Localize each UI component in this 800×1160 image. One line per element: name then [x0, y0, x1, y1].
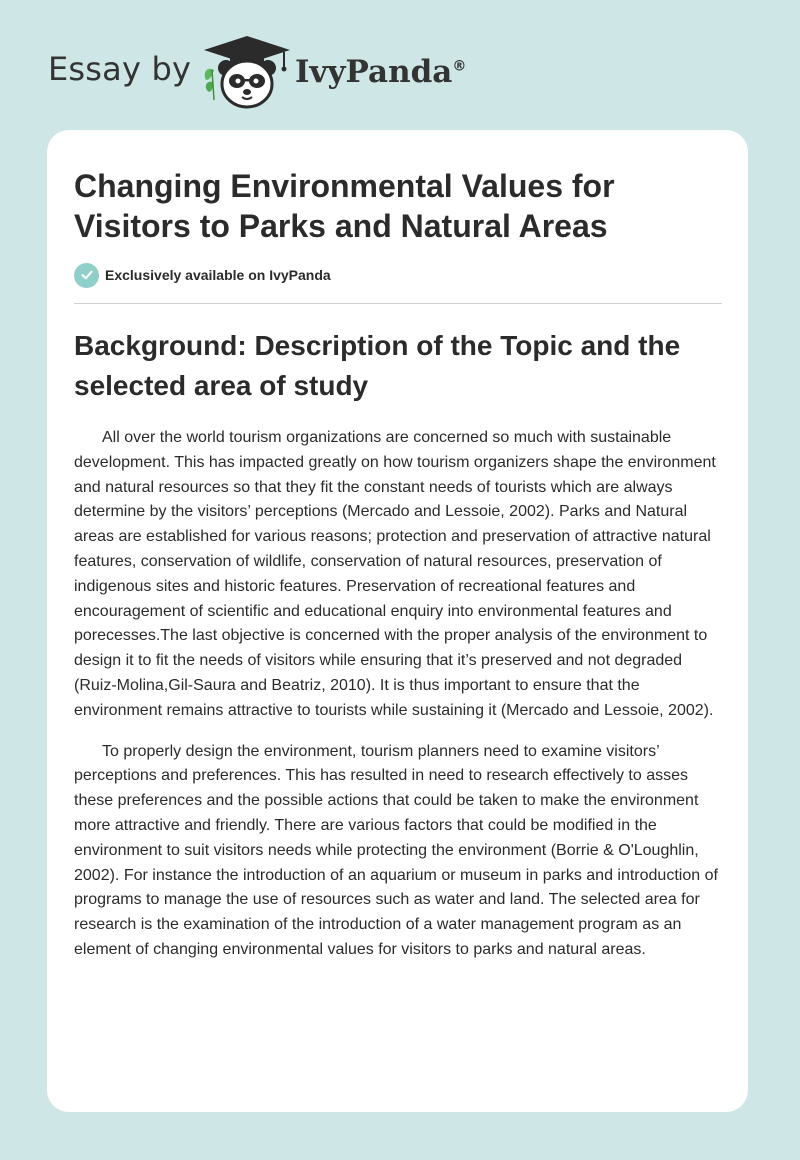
paragraph: All over the world tourism organizations are concerned so much with sustainable development. This has impacted greatly on how tourism organizers shape the environment and natural resources so that they fit the constant needs of tourists which are always determine by the visitors’ perceptions (Mercado and Lessoie, 2002). Parks and Natural areas are established for various reasons; protection and preservation of attractive natural features, conservation of wildlife, conservation of natural resources, preservation of indigenous sites and historic features. Preservation of recreational features and encouragement of scientific and educational enquiry into environmental features and porecesses.The last objective is concerned with the proper analysis of the environment to design it to fit the needs of visitors while ensuring that it’s preserved and not degraded (Ruiz-Molina,Gil-Saura and Beatriz, 2010). It is thus important to ensure that the environment remains attractive to tourists while sustaining it (Mercado and Lessoie, 2002).	[74, 429, 716, 719]
page-title: Changing Environmental Values for Visitors to Parks and Natural Areas	[74, 168, 615, 244]
brand-name[interactable]: IvyPanda®	[295, 54, 467, 90]
paragraph: To properly design the environment, tourism planners need to examine visitors’ perceptions and preferences. This has resulted in need to research effectively to asses these preferences and the possible actions that could be taken to make the environment more attractive and friendly. There are various factors that could be modified in the environment to suit visitors needs while protecting the environment (Borrie & O'Loughlin, 2002). For instance the introduction of an aquarium or museum in parks and introduction of programs to manage the use of resources such as water and land. The selected area for research is the examination of the introduction of a water management program as an element of changing environmental values for visitors to parks and natural areas.	[74, 742, 718, 958]
site-header	[0, 0, 800, 130]
exclusive-badge	[74, 262, 331, 288]
panda-graduate-logo-icon[interactable]	[200, 34, 294, 110]
article-body	[74, 426, 722, 979]
brand-prefix: Essay by	[48, 50, 192, 88]
check-icon	[74, 263, 99, 288]
divider	[74, 303, 722, 304]
section-heading: Background: Description of the Topic and the selected area of study	[74, 330, 681, 401]
exclusive-label: Exclusively available on IvyPanda	[105, 267, 331, 283]
article-card	[47, 130, 748, 1112]
registered-mark: ®	[452, 58, 467, 75]
